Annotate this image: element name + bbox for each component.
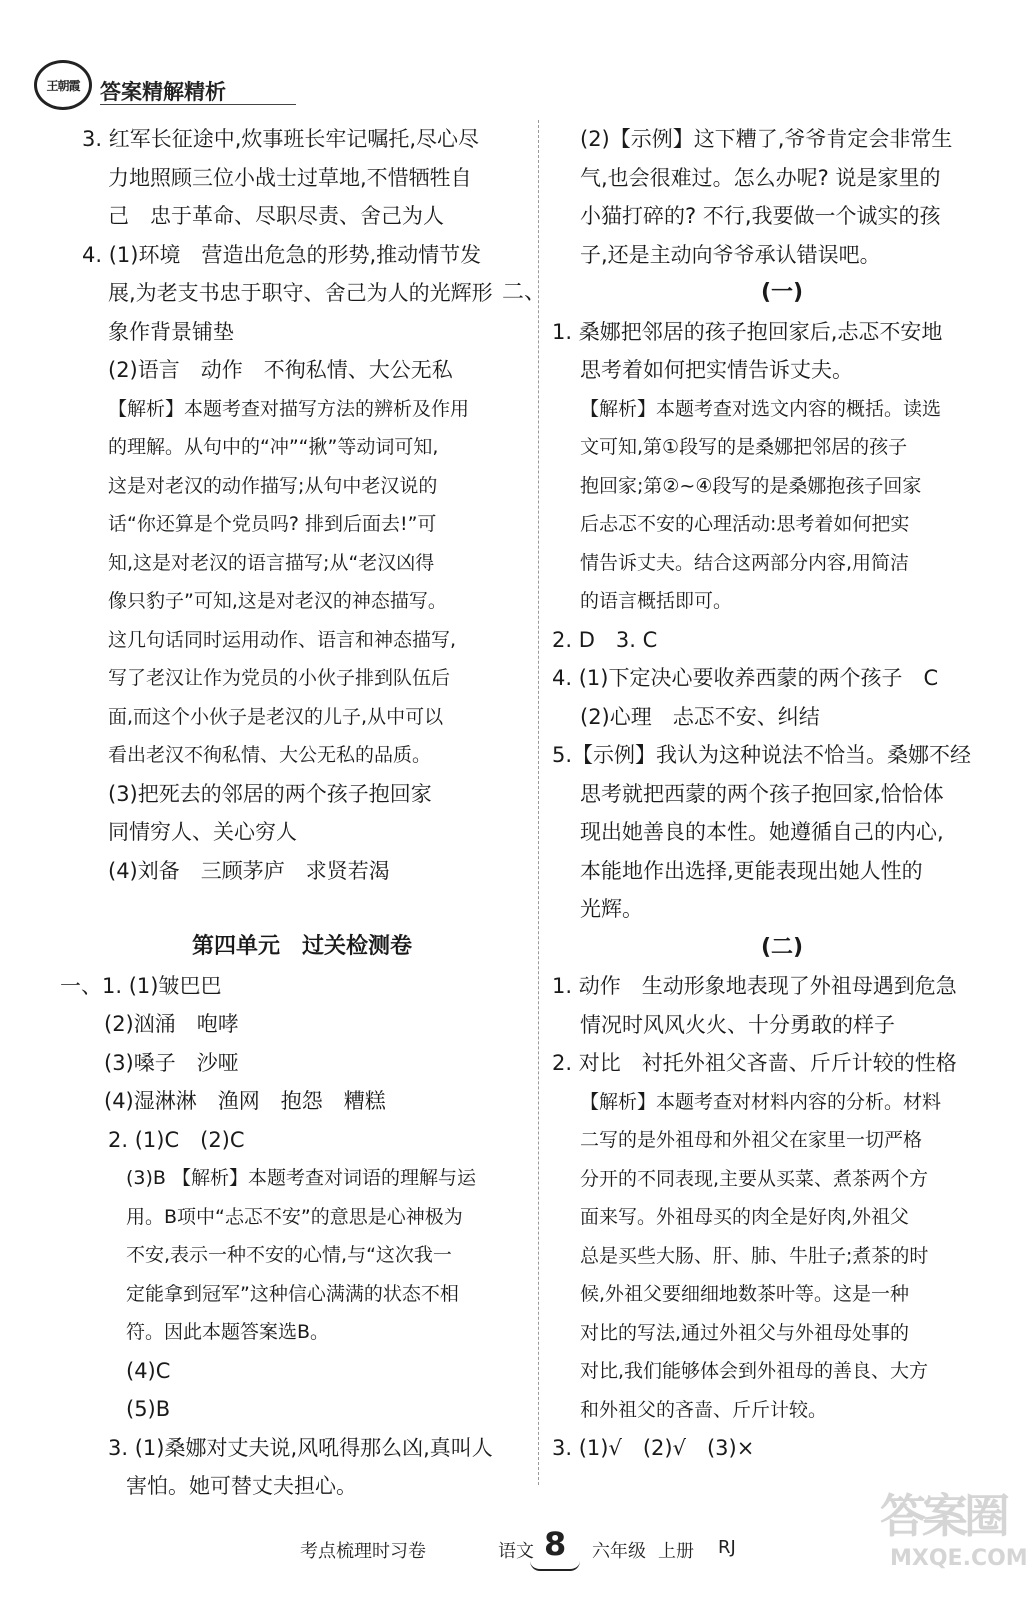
section-1-answer-3 bbox=[82, 1429, 522, 1506]
answer-line: 力地照顾三位小战士过草地,不惜牺牲自 bbox=[108, 165, 472, 190]
analysis-line: 不安,表示一种不安的心情,与“这次我一 bbox=[126, 1244, 452, 1266]
answer-line: 3. (1)√ (2)√ (3)× bbox=[552, 1436, 755, 1460]
answer-line: 光辉。 bbox=[580, 897, 643, 921]
answer-line: 1. 桑娜把邻居的孩子抱回家后,忐忑不安地 bbox=[552, 319, 943, 344]
column-divider bbox=[538, 120, 539, 1485]
answer-4 bbox=[82, 236, 522, 891]
analysis-line: 【解析】本题考查对材料内容的分析。材料 bbox=[580, 1090, 942, 1113]
page-footer bbox=[300, 1525, 820, 1575]
answer-line: (2)语言 动作 不徇私情、大公无私 bbox=[108, 358, 453, 382]
answer-line: 5.【示例】我认为这种说法不恰当。桑娜不经 bbox=[552, 743, 972, 767]
right-column bbox=[502, 120, 1012, 1468]
analysis-line: 抱回家;第②~④段写的是桑娜抱孩子回家 bbox=[580, 474, 922, 497]
answer-line: 3. 红军长征途中,炊事班长牢记嘱托,尽心尽 bbox=[82, 127, 480, 151]
publisher-logo bbox=[34, 60, 92, 110]
analysis-line: 这几句话同时运用动作、语言和神态描写, bbox=[108, 628, 457, 651]
analysis-line: 情告诉丈夫。结合这两部分内容,用简洁 bbox=[580, 551, 910, 574]
answer-line: 己 忠于革命、尽职尽责、舍己为人 bbox=[108, 204, 444, 228]
section-2-label: 二、 bbox=[502, 280, 547, 305]
analysis-line: 话“你还算是个党员吗? 排到后面去!”可 bbox=[108, 513, 437, 535]
section-1-answer-2 bbox=[82, 1121, 522, 1429]
answer-line: (4)湿淋淋 渔网 抱怨 糟糕 bbox=[104, 1089, 386, 1113]
answer-3 bbox=[82, 120, 522, 236]
footer-book: 考点梳理时习卷 bbox=[300, 1541, 426, 1562]
analysis-line: 对比的写法,通过外祖父与外祖母处事的 bbox=[580, 1321, 910, 1344]
analysis-line: 的语言概括即可。 bbox=[580, 590, 733, 612]
analysis-line: 的理解。从句中的“冲”“揪”等动词可知, bbox=[108, 436, 439, 458]
analysis-line: 分开的不同表现,主要从买菜、煮茶两个方 bbox=[580, 1167, 929, 1190]
analysis-line: 面,而这个小伙子是老汉的儿子,从中可以 bbox=[108, 705, 444, 728]
logo-text: 王朝霞 bbox=[46, 78, 80, 93]
header-title: 答案精解精析 bbox=[100, 80, 226, 104]
analysis-line: 看出老汉不徇私情、大公无私的品质。 bbox=[108, 744, 432, 766]
part-2-answer-2 bbox=[552, 1044, 1012, 1429]
analysis-block bbox=[82, 1159, 522, 1352]
part-heading-row bbox=[502, 274, 1012, 313]
watermark bbox=[880, 1480, 1030, 1590]
section-1-answer-1 bbox=[60, 967, 522, 1121]
answer-line: 展,为老支书忠于职守、舍己为人的光辉形 bbox=[108, 281, 493, 305]
answer-line: 现出她善良的本性。她遵循自己的内心, bbox=[580, 820, 944, 844]
answer-line: 子,还是主动向爷爷承认错误吧。 bbox=[580, 242, 881, 267]
left-column bbox=[60, 120, 522, 1506]
answer-line: 1. 动作 生动形象地表现了外祖母遇到危急 bbox=[552, 974, 957, 998]
answer-line: 4. (1)下定决心要收养西蒙的两个孩子 C bbox=[552, 666, 939, 690]
analysis-line: 候,外祖父要细细地数茶叶等。这是一种 bbox=[580, 1283, 910, 1305]
analysis-block bbox=[82, 390, 522, 775]
analysis-line: 和外祖父的吝啬、斤斤计较。 bbox=[580, 1398, 828, 1421]
answer-line: 2. 对比 衬托外祖父吝啬、斤斤计较的性格 bbox=[552, 1051, 957, 1075]
answer-line: 同情穷人、关心穷人 bbox=[108, 820, 297, 844]
answer-line: (2)【示例】这下糟了,爷爷肯定会非常生 bbox=[580, 127, 953, 151]
answer-line: (4)C bbox=[126, 1358, 171, 1383]
answer-line: 情况时风风火火、十分勇敢的样子 bbox=[580, 1012, 895, 1037]
answer-line: 小猫打碎的? 不行,我要做一个诚实的孩 bbox=[580, 204, 941, 228]
header-rule bbox=[100, 104, 296, 105]
analysis-line: 像只豹子”可知,这是对老汉的神态描写。 bbox=[108, 590, 447, 612]
analysis-line: 用。B项中“忐忑不安”的意思是心神极为 bbox=[126, 1205, 463, 1228]
part-2-title: (二) bbox=[760, 934, 804, 960]
answer-line: 象作背景铺垫 bbox=[108, 319, 234, 344]
answer-line: (5)B bbox=[126, 1397, 171, 1421]
analysis-line: 文可知,第①段写的是桑娜把邻居的孩子 bbox=[580, 436, 908, 458]
analysis-line: (3)B 【解析】本题考查对词语的理解与运 bbox=[126, 1167, 476, 1189]
part-1-answer-4 bbox=[552, 659, 1012, 736]
answer-line: (3)把死去的邻居的两个孩子抱回家 bbox=[108, 781, 432, 806]
part-1-answer-1 bbox=[552, 313, 1012, 621]
watermark-sub: MXQE.COM bbox=[890, 1546, 1028, 1571]
analysis-block bbox=[552, 1083, 1012, 1430]
answer-line: (3)嗓子 沙哑 bbox=[104, 1050, 239, 1075]
analysis-line: 【解析】本题考查对描写方法的辨析及作用 bbox=[108, 397, 470, 420]
part-1-answer-5 bbox=[552, 736, 1012, 929]
footer-term: 上册 bbox=[658, 1541, 694, 1562]
analysis-line: 【解析】本题考查对选文内容的概括。读选 bbox=[580, 397, 942, 420]
answer-line: 思考就把西蒙的两个孩子抱回家,恰恰体 bbox=[580, 781, 944, 806]
watermark-main: 答案圈 bbox=[880, 1489, 1006, 1543]
part-2-answer-1 bbox=[552, 967, 1012, 1044]
analysis-line: 写了老汉让作为党员的小伙子排到队伍后 bbox=[108, 667, 451, 689]
answer-line: 气,也会很难过。怎么办呢? 说是家里的 bbox=[580, 165, 941, 190]
answer-line: 本能地作出选择,更能表现出她人性的 bbox=[580, 858, 923, 883]
unit-title: 第四单元 过关检测卷 bbox=[191, 934, 412, 959]
answer-line: (2)汹涌 咆哮 bbox=[104, 1012, 239, 1036]
answer-line: 一、1. (1)皱巴巴 bbox=[60, 973, 222, 998]
answer-line: (4)刘备 三顾茅庐 求贤若渴 bbox=[108, 858, 390, 883]
analysis-line: 符。因此本题答案选B。 bbox=[126, 1321, 330, 1343]
answer-line: 4. (1)环境 营造出危急的形势,推动情节发 bbox=[82, 242, 482, 267]
page-number-bracket bbox=[530, 1561, 580, 1571]
footer-grade: 六年级 bbox=[592, 1541, 646, 1562]
answer-line: 思考着如何把实情告诉丈夫。 bbox=[580, 358, 853, 382]
analysis-block bbox=[552, 390, 1012, 621]
answer-line: 害怕。她可替丈夫担心。 bbox=[126, 1474, 357, 1498]
answer-line: 3. (1)桑娜对丈夫说,风吼得那么凶,真叫人 bbox=[108, 1435, 493, 1460]
answer-line: 2. (1)C (2)C bbox=[108, 1127, 245, 1152]
analysis-line: 定能拿到冠军”这种信心满满的状态不相 bbox=[126, 1282, 459, 1305]
answer-line: (2)心理 忐忑不安、纠结 bbox=[580, 704, 820, 729]
analysis-line: 二写的是外祖母和外祖父在家里一切严格 bbox=[580, 1129, 923, 1151]
analysis-line: 总是买些大肠、肝、肺、牛肚子;煮茶的时 bbox=[580, 1244, 929, 1267]
footer-edition: RJ bbox=[718, 1537, 736, 1558]
answer-line: 2. D 3. C bbox=[552, 627, 658, 652]
analysis-line: 这是对老汉的动作描写;从句中老汉说的 bbox=[108, 474, 438, 497]
analysis-line: 面来写。外祖母买的肉全是好肉,外祖父 bbox=[580, 1206, 910, 1228]
part-1-title: (一) bbox=[760, 280, 804, 305]
analysis-line: 后忐忑不安的心理活动:思考着如何把实 bbox=[580, 513, 910, 535]
page-number: 8 bbox=[544, 1525, 567, 1563]
page-header bbox=[34, 56, 364, 114]
footer-subject: 语文 bbox=[498, 1541, 534, 1562]
analysis-line: 对比,我们能够体会到外祖母的善良、大方 bbox=[580, 1360, 929, 1382]
analysis-line: 知,这是对老汉的语言描写;从“老汉凶得 bbox=[108, 551, 435, 574]
answer-3-2 bbox=[552, 120, 1012, 274]
